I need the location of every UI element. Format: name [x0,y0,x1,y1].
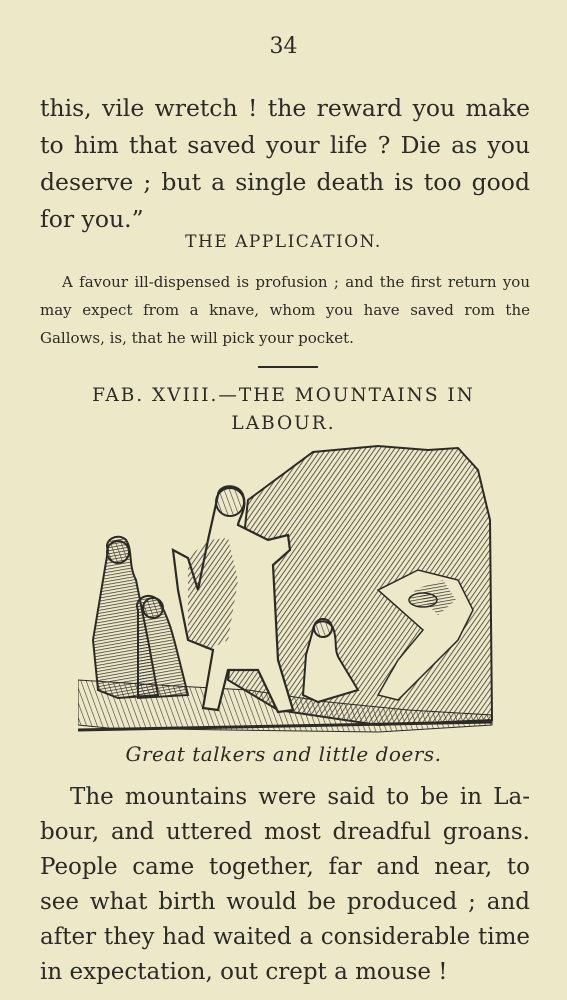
application-paragraph: A favour ill-dispensed is profusion ; and the first return you may expect from a knave, whom you have saved rom the Gallows, is, that he will pick your pocket. [40,273,530,347]
page-number: 34 [269,34,298,59]
section-divider [258,366,318,368]
illustration-caption: Great talkers and little doers. [125,742,442,766]
story-conclusion-paragraph: this, vile wretch ! the reward you make to him that saved your life ? Die as you deserve ; but a single death is too good for you.” [40,94,530,233]
fable-body-paragraph: The mountains were said to be in La-bour, and uttered most dreadful groans. People came together, far and near, to see what birth would be produced ; and after they had waited a considerable time in expectation, out crept a mouse ! [40,784,530,985]
fable-title: FAB. XVIII.—THE MOUNTAINS IN LABOUR. [92,385,475,434]
woodcut-illustration [78,440,496,740]
application-heading: THE APPLICATION. [185,232,382,252]
